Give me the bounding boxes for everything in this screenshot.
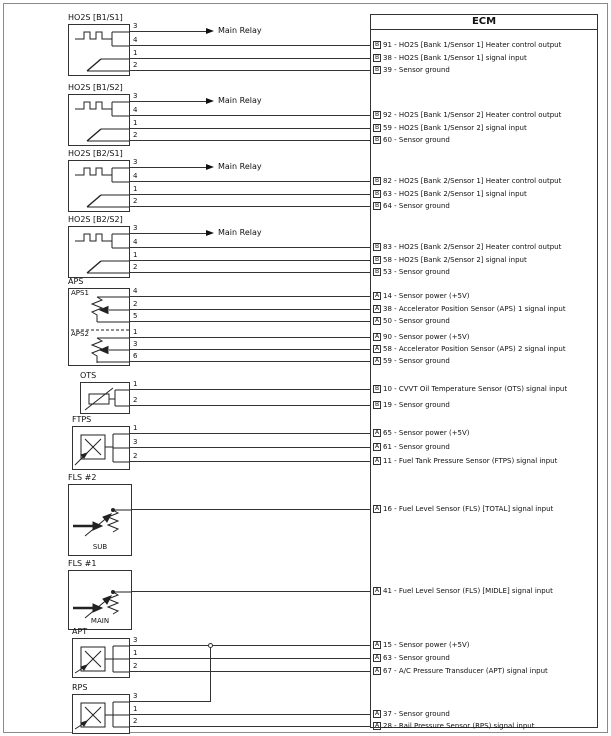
ho2s-symbol-icon bbox=[69, 25, 129, 75]
pin-description: 63 - Sensor ground bbox=[383, 654, 450, 662]
pin-description: 11 - Fuel Tank Pressure Sensor (FTPS) signal input bbox=[383, 457, 558, 465]
connector-letter: A bbox=[374, 292, 380, 299]
pressure-symbol-icon bbox=[73, 639, 129, 677]
pin-description: 67 - A/C Pressure Transducer (APT) signal input bbox=[383, 667, 548, 675]
connector-letter: A bbox=[374, 654, 380, 661]
pin-description: 92 - HO2S [Bank 1/Sensor 2] Heater control output bbox=[383, 111, 562, 119]
ho2s-b1-s1-label: HO2S [B1/S1] bbox=[68, 13, 123, 22]
connector-letter: A bbox=[374, 457, 380, 464]
wire bbox=[130, 349, 370, 350]
pin-number: 2 bbox=[133, 396, 138, 404]
pin-description: 64 - Sensor ground bbox=[383, 202, 450, 210]
pin-description: 39 - Sensor ground bbox=[383, 66, 450, 74]
connector-letter: B bbox=[374, 202, 380, 209]
ecm-pin-entry bbox=[373, 504, 553, 514]
connector-letter: B bbox=[374, 124, 380, 131]
connector-letter: B bbox=[374, 385, 380, 392]
aps-symbol-icon bbox=[69, 289, 129, 365]
wire bbox=[130, 31, 206, 32]
ho2s-symbol-icon bbox=[69, 227, 129, 277]
relay-arrow-icon bbox=[206, 28, 214, 34]
wire bbox=[130, 701, 210, 702]
wire bbox=[130, 726, 370, 727]
wire bbox=[130, 128, 370, 129]
pin-number: 6 bbox=[133, 352, 138, 360]
pin-number: 2 bbox=[133, 61, 138, 69]
relay-label: Main Relay bbox=[218, 162, 262, 171]
pin-description: 59 - Sensor ground bbox=[383, 357, 450, 365]
connector-letter: B bbox=[374, 136, 380, 143]
pin-number: 4 bbox=[133, 287, 138, 295]
apt-box bbox=[72, 638, 130, 678]
pin-number: 1 bbox=[133, 185, 138, 193]
wire bbox=[130, 115, 370, 116]
pin-description: 28 - Rail Pressure Sensor (RPS) signal input bbox=[383, 722, 535, 730]
pin-number: 2 bbox=[133, 300, 138, 308]
ecm-pin-entry bbox=[373, 640, 470, 650]
ecm-pin-entry bbox=[373, 201, 450, 211]
pin-description: 16 - Fuel Level Sensor (FLS) [TOTAL] signal input bbox=[383, 505, 554, 513]
connector-letter: A bbox=[374, 587, 380, 594]
ho2s-b1-s2-label: HO2S [B1/S2] bbox=[68, 83, 123, 92]
pin-number: 1 bbox=[133, 649, 138, 657]
wire bbox=[130, 272, 370, 273]
wire bbox=[130, 140, 370, 141]
pin-number: 1 bbox=[133, 251, 138, 259]
ho2s-symbol-icon bbox=[69, 95, 129, 145]
ho2s-b2-s2-box bbox=[68, 226, 130, 278]
ecm-pin-entry bbox=[373, 428, 470, 438]
wire bbox=[130, 181, 370, 182]
relay-arrow-icon bbox=[206, 164, 214, 170]
ecm-pin-entry bbox=[373, 53, 527, 63]
pressure-symbol-icon bbox=[73, 427, 129, 469]
pin-number: 1 bbox=[133, 705, 138, 713]
connector-letter: B bbox=[374, 111, 380, 118]
connector-letter: B bbox=[374, 190, 380, 197]
ecm-pin-entry bbox=[373, 344, 566, 354]
ho2s-symbol-icon bbox=[69, 161, 129, 211]
pin-number: 2 bbox=[133, 197, 138, 205]
ecm-pin-entry bbox=[373, 332, 470, 342]
ftps-label: FTPS bbox=[72, 415, 92, 424]
relay-arrow-icon bbox=[206, 98, 214, 104]
pin-description: 53 - Sensor ground bbox=[383, 268, 450, 276]
wire bbox=[130, 70, 370, 71]
wire bbox=[132, 509, 370, 510]
pin-number: 3 bbox=[133, 636, 138, 644]
connector-letter: B bbox=[374, 268, 380, 275]
ecm-pin-entry bbox=[373, 40, 561, 50]
pin-number: 3 bbox=[133, 340, 138, 348]
relay-arrow-icon bbox=[206, 230, 214, 236]
wire bbox=[130, 447, 370, 448]
ecm-pin-entry bbox=[373, 189, 527, 199]
rps-label: RPS bbox=[72, 683, 88, 692]
connector-letter: A bbox=[374, 641, 380, 648]
wire bbox=[130, 58, 370, 59]
fls-1-label: FLS #1 bbox=[68, 559, 97, 568]
ho2s-b1-s1-box bbox=[68, 24, 130, 76]
pin-description: 50 - Sensor ground bbox=[383, 317, 450, 325]
pin-description: 63 - HO2S [Bank 2/Sensor 1] signal input bbox=[383, 190, 527, 198]
pin-number: 2 bbox=[133, 717, 138, 725]
ecm-pin-entry bbox=[373, 721, 534, 731]
fls-2-label: FLS #2 bbox=[68, 473, 97, 482]
pin-number: 4 bbox=[133, 172, 138, 180]
ecm-title: ECM bbox=[370, 14, 598, 30]
pin-number: 2 bbox=[133, 131, 138, 139]
pin-description: 91 - HO2S [Bank 1/Sensor 1] Heater control output bbox=[383, 41, 562, 49]
ecm-pin-entry bbox=[373, 456, 557, 466]
connector-letter: A bbox=[374, 443, 380, 450]
wire bbox=[130, 658, 370, 659]
pin-number: 2 bbox=[133, 263, 138, 271]
aps-box bbox=[68, 288, 130, 366]
pin-number: 4 bbox=[133, 106, 138, 114]
pin-description: 41 - Fuel Level Sensor (FLS) [MIDLE] signal input bbox=[383, 587, 553, 595]
fls-2-inner-label: SUB bbox=[92, 543, 108, 551]
ecm-pin-entry bbox=[373, 255, 527, 265]
pin-description: 90 - Sensor power (+5V) bbox=[383, 333, 470, 341]
pin-description: 14 - Sensor power (+5V) bbox=[383, 292, 470, 300]
connector-letter: B bbox=[374, 54, 380, 61]
rps-box bbox=[72, 694, 130, 734]
wire bbox=[130, 405, 370, 406]
pin-description: 10 - CVVT Oil Temperature Sensor (OTS) signal input bbox=[383, 385, 568, 393]
ecm-pin-entry bbox=[373, 653, 450, 663]
wire bbox=[130, 389, 370, 390]
connector-letter: A bbox=[374, 505, 380, 512]
ecm-pin-entry bbox=[373, 400, 450, 410]
connector-letter: A bbox=[374, 429, 380, 436]
pin-number: 2 bbox=[133, 662, 138, 670]
relay-label: Main Relay bbox=[218, 26, 262, 35]
connector-letter: B bbox=[374, 66, 380, 73]
ecm-pin-entry bbox=[373, 135, 450, 145]
wire bbox=[130, 461, 370, 462]
wire bbox=[130, 361, 370, 362]
ecm-pin-entry bbox=[373, 586, 553, 596]
aps2-label: APS2 bbox=[71, 330, 89, 338]
connector-letter: A bbox=[374, 357, 380, 364]
wire bbox=[130, 233, 206, 234]
ho2s-b2-s2-label: HO2S [B2/S2] bbox=[68, 215, 123, 224]
pin-number: 3 bbox=[133, 438, 138, 446]
connector-letter: A bbox=[374, 345, 380, 352]
wire bbox=[130, 45, 370, 46]
pin-description: 60 - Sensor ground bbox=[383, 136, 450, 144]
pin-description: 38 - HO2S [Bank 1/Sensor 1] signal input bbox=[383, 54, 527, 62]
pin-number: 3 bbox=[133, 158, 138, 166]
wire bbox=[132, 591, 370, 592]
connector-letter: A bbox=[374, 317, 380, 324]
ho2s-b2-s1-label: HO2S [B2/S1] bbox=[68, 149, 123, 158]
wire bbox=[130, 337, 370, 338]
wire bbox=[130, 101, 206, 102]
connector-letter: A bbox=[374, 667, 380, 674]
wire bbox=[130, 433, 370, 434]
wire bbox=[130, 260, 370, 261]
connector-letter: A bbox=[374, 333, 380, 340]
pin-number: 3 bbox=[133, 92, 138, 100]
wire bbox=[130, 167, 206, 168]
ecm-pin-entry bbox=[373, 666, 548, 676]
wire bbox=[130, 309, 370, 310]
pin-description: 58 - HO2S [Bank 2/Sensor 2] signal input bbox=[383, 256, 527, 264]
ecm-pin-entry bbox=[373, 442, 450, 452]
ecm-pin-entry bbox=[373, 316, 450, 326]
pin-number: 1 bbox=[133, 49, 138, 57]
apt-label: APT bbox=[72, 627, 88, 636]
connector-letter: B bbox=[374, 41, 380, 48]
ecm-pin-entry bbox=[373, 242, 561, 252]
ots-label: OTS bbox=[80, 371, 97, 380]
ots-symbol-icon bbox=[81, 383, 129, 413]
pin-number: 4 bbox=[133, 36, 138, 44]
connector-letter: B bbox=[374, 243, 380, 250]
ots-box bbox=[80, 382, 130, 414]
pin-number: 4 bbox=[133, 238, 138, 246]
pin-description: 19 - Sensor ground bbox=[383, 401, 450, 409]
pin-description: 61 - Sensor ground bbox=[383, 443, 450, 451]
pin-description: 15 - Sensor power (+5V) bbox=[383, 641, 470, 649]
relay-label: Main Relay bbox=[218, 96, 262, 105]
pin-description: 82 - HO2S [Bank 2/Sensor 1] Heater control output bbox=[383, 177, 562, 185]
ecm-pin-entry bbox=[373, 291, 470, 301]
wire bbox=[130, 296, 370, 297]
wire bbox=[210, 645, 211, 702]
connector-letter: B bbox=[374, 256, 380, 263]
pin-number: 1 bbox=[133, 380, 138, 388]
ecm-pin-entry bbox=[373, 65, 450, 75]
wire bbox=[130, 671, 370, 672]
ecm-pin-entry bbox=[373, 384, 567, 394]
ho2s-b2-s1-box bbox=[68, 160, 130, 212]
wire bbox=[130, 321, 370, 322]
pin-number: 1 bbox=[133, 119, 138, 127]
pin-number: 2 bbox=[133, 452, 138, 460]
ecm-pin-entry bbox=[373, 176, 561, 186]
pin-number: 3 bbox=[133, 692, 138, 700]
ecm-pin-entry bbox=[373, 267, 450, 277]
wire bbox=[130, 194, 370, 195]
wire bbox=[130, 206, 370, 207]
pin-number: 1 bbox=[133, 424, 138, 432]
wire bbox=[130, 645, 370, 646]
junction-node bbox=[208, 643, 213, 648]
pin-description: 37 - Sensor ground bbox=[383, 710, 450, 718]
ecm-pin-entry bbox=[373, 110, 561, 120]
pin-description: 65 - Sensor power (+5V) bbox=[383, 429, 470, 437]
ftps-box bbox=[72, 426, 130, 470]
pin-description: 83 - HO2S [Bank 2/Sensor 2] Heater control output bbox=[383, 243, 562, 251]
pin-number: 5 bbox=[133, 312, 138, 320]
pin-number: 3 bbox=[133, 224, 138, 232]
ecm-pin-entry bbox=[373, 123, 527, 133]
relay-label: Main Relay bbox=[218, 228, 262, 237]
pressure-symbol-icon bbox=[73, 695, 129, 733]
connector-letter: A bbox=[374, 305, 380, 312]
connector-letter: B bbox=[374, 177, 380, 184]
ecm-pin-entry bbox=[373, 709, 450, 719]
pin-description: 59 - HO2S [Bank 1/Sensor 2] signal input bbox=[383, 124, 527, 132]
connector-letter: B bbox=[374, 401, 380, 408]
pin-number: 3 bbox=[133, 22, 138, 30]
pin-description: 38 - Accelerator Position Sensor (APS) 1 signal input bbox=[383, 305, 566, 313]
wire bbox=[130, 714, 370, 715]
ecm-pin-entry bbox=[373, 304, 566, 314]
ecm-pin-entry bbox=[373, 356, 450, 366]
pin-number: 1 bbox=[133, 328, 138, 336]
connector-letter: A bbox=[374, 722, 380, 729]
fls-1-inner-label: MAIN bbox=[90, 617, 110, 625]
aps1-label: APS1 bbox=[71, 289, 89, 297]
ho2s-b1-s2-box bbox=[68, 94, 130, 146]
aps-label: APS bbox=[68, 277, 84, 286]
wire bbox=[130, 247, 370, 248]
connector-letter: A bbox=[374, 710, 380, 717]
pin-description: 58 - Accelerator Position Sensor (APS) 2 signal input bbox=[383, 345, 566, 353]
